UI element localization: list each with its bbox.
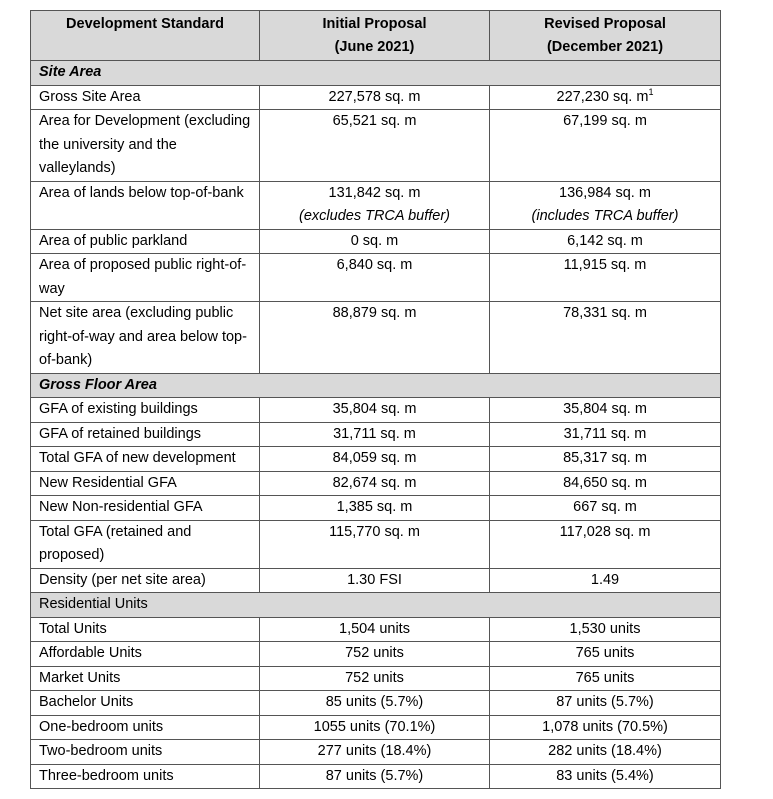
section-row-residential-units [31,593,721,618]
table-row [31,110,721,182]
initial-value-text: 131,842 sq. m [328,184,421,201]
header-initial-proposal [260,11,490,61]
initial-value: 88,879 sq. m [260,302,490,374]
row-label: GFA of retained buildings [31,422,260,447]
row-label: Area of public parkland [31,229,260,254]
initial-value: 1055 units (70.1%) [260,715,490,740]
initial-note: (excludes TRCA buffer) [299,208,450,224]
initial-value: 35,804 sq. m [260,398,490,423]
initial-value: 1.30 FSI [260,568,490,593]
row-label: Market Units [31,666,260,691]
table-row [31,617,721,642]
initial-value: 84,059 sq. m [260,447,490,472]
revised-value: 667 sq. m [490,496,721,521]
revised-value [490,181,721,229]
row-label: Area for Development (excluding the university and the valleylands) [31,110,260,182]
initial-value: 6,840 sq. m [260,254,490,302]
row-label: Bachelor Units [31,691,260,716]
table-row [31,302,721,374]
table-row [31,642,721,667]
initial-value: 1,385 sq. m [260,496,490,521]
table-row [31,229,721,254]
section-title: Gross Floor Area [31,373,721,398]
table-row [31,691,721,716]
row-label: Total GFA of new development [31,447,260,472]
table-row [31,520,721,568]
revised-value [490,85,721,110]
revised-value-text: 136,984 sq. m [559,184,651,201]
section-row-gross-floor-area [31,373,721,398]
row-label: Area of proposed public right-of-way [31,254,260,302]
row-label: Three-bedroom units [31,764,260,789]
table-row [31,666,721,691]
row-label: Total GFA (retained and proposed) [31,520,260,568]
revised-value: 765 units [490,642,721,667]
revised-value: 1,530 units [490,617,721,642]
table-row [31,422,721,447]
revised-value: 765 units [490,666,721,691]
initial-value: 31,711 sq. m [260,422,490,447]
header-revised-title: Revised Proposal [544,16,666,32]
row-label: One-bedroom units [31,715,260,740]
revised-value: 67,199 sq. m [490,110,721,182]
initial-value: 115,770 sq. m [260,520,490,568]
row-label: New Residential GFA [31,471,260,496]
initial-value: 0 sq. m [260,229,490,254]
table-row [31,471,721,496]
header-revised-proposal [490,11,721,61]
revised-value: 1.49 [490,568,721,593]
revised-value: 85,317 sq. m [490,447,721,472]
row-label: Two-bedroom units [31,740,260,765]
table-row [31,715,721,740]
revised-value: 117,028 sq. m [490,520,721,568]
table-row [31,181,721,229]
table-row [31,398,721,423]
header-revised-date: (December 2021) [546,39,664,55]
section-title: Site Area [31,61,721,86]
initial-value [260,181,490,229]
revised-value: 31,711 sq. m [490,422,721,447]
header-initial-date: (June 2021) [334,39,415,55]
initial-value: 1,504 units [260,617,490,642]
header-development-standard: Development Standard [31,11,260,61]
revised-value: 11,915 sq. m [490,254,721,302]
initial-value: 85 units (5.7%) [260,691,490,716]
revised-note: (includes TRCA buffer) [531,208,679,224]
row-label: Total Units [31,617,260,642]
revised-value: 35,804 sq. m [490,398,721,423]
row-label: GFA of existing buildings [31,398,260,423]
initial-value: 227,578 sq. m [260,85,490,110]
initial-value: 65,521 sq. m [260,110,490,182]
row-label: Net site area (excluding public right-of-way and area below top-of-bank) [31,302,260,374]
initial-value: 82,674 sq. m [260,471,490,496]
revised-value: 78,331 sq. m [490,302,721,374]
revised-value: 1,078 units (70.5%) [490,715,721,740]
table-row [31,568,721,593]
header-row [31,11,721,61]
initial-value: 87 units (5.7%) [260,764,490,789]
revised-value: 6,142 sq. m [490,229,721,254]
table-row [31,254,721,302]
table-row [31,85,721,110]
development-standards-table [30,10,721,789]
table-row [31,496,721,521]
revised-value: 84,650 sq. m [490,471,721,496]
revised-value: 83 units (5.4%) [490,764,721,789]
section-row-site-area [31,61,721,86]
row-label: Density (per net site area) [31,568,260,593]
row-label: New Non-residential GFA [31,496,260,521]
row-label: Gross Site Area [31,85,260,110]
revised-value: 282 units (18.4%) [490,740,721,765]
revised-value-text: 227,230 sq. m [556,88,649,105]
initial-value: 277 units (18.4%) [260,740,490,765]
initial-value: 752 units [260,642,490,667]
row-label: Affordable Units [31,642,260,667]
initial-value: 752 units [260,666,490,691]
section-title: Residential Units [31,593,721,618]
header-initial-title: Initial Proposal [322,16,427,32]
table-row [31,764,721,789]
row-label: Area of lands below top-of-bank [31,181,260,229]
footnote-marker: 1 [648,86,654,97]
revised-value: 87 units (5.7%) [490,691,721,716]
table-row [31,740,721,765]
table-row [31,447,721,472]
